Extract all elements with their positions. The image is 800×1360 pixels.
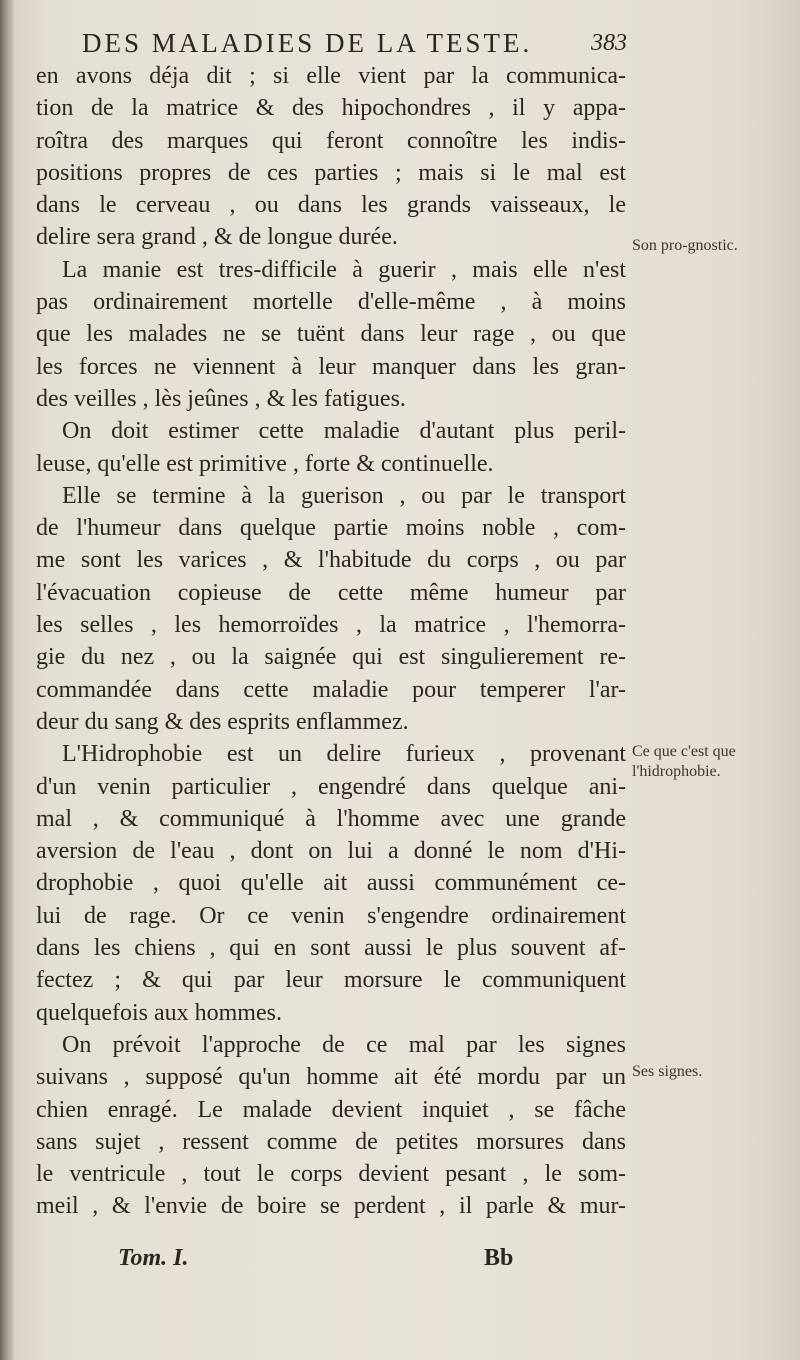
text-line: l'évacuation copieuse de cette même humeur par [36, 579, 626, 606]
text-line: roîtra des marques qui feront connoître les indis- [36, 127, 626, 154]
text-line: delire sera grand , & de longue durée. [36, 224, 398, 251]
margin-note-hydrophobia: Ce que c'est que l'hidrophobie. [632, 743, 736, 780]
text-line: meil , & l'envie de boire se perdent , il parle & mur- [36, 1193, 626, 1220]
text-line: gie du nez , ou la saignée qui est singulierement re- [36, 644, 626, 671]
text-line: que les malades ne se tuënt dans leur rage , ou que [36, 321, 626, 348]
text-line: deur du sang & des esprits enflammez. [36, 708, 409, 735]
text-line: les selles , les hemorroïdes , la matrice , l'hemorra- [36, 612, 626, 639]
page-number: 383 [591, 30, 627, 56]
text-line: On doit estimer cette maladie d'autant plus peril- [62, 418, 626, 445]
text-line: Elle se termine à la guerison , ou par le transport [62, 482, 626, 509]
text-line: La manie est tres-difficile à guerir , mais elle n'est [62, 256, 626, 283]
text-line: de l'humeur dans quelque partie moins noble , com- [36, 515, 626, 542]
text-line: lui de rage. Or ce venin s'engendre ordinairement [36, 902, 626, 929]
text-line: tion de la matrice & des hipochondres , il y appa- [36, 95, 626, 122]
running-head: DES MALADIES DE LA TESTE. [82, 28, 533, 58]
text-line: dans les chiens , qui en sont aussi le plus souvent af- [36, 935, 626, 962]
text-line: dans le cerveau , ou dans les grands vaisseaux, le [36, 192, 626, 219]
text-line: On prévoit l'approche de ce mal par les signes [62, 1031, 626, 1058]
text-line: des veilles , lès jeûnes , & les fatigues. [36, 385, 406, 412]
text-line: mal , & communiqué à l'homme avec une grande [36, 805, 626, 832]
text-line: drophobie , quoi qu'elle ait aussi communément ce- [36, 870, 626, 897]
text-line: sans sujet , ressent comme de petites morsures dans [36, 1128, 626, 1155]
text-line: me sont les varices , & l'habitude du corps , ou par [36, 547, 626, 574]
text-line: suivans , supposé qu'un homme ait été mordu par un [36, 1064, 626, 1091]
text-line: d'un venin particulier , engendré dans quelque ani- [36, 773, 626, 800]
text-line: quelquefois aux hommes. [36, 999, 282, 1026]
text-line: pas ordinairement mortelle d'elle-même , à moins [36, 289, 626, 316]
page-gutter-shadow [0, 0, 14, 1360]
text-line: fectez ; & qui par leur morsure le communiquent [36, 967, 626, 994]
text-line: leuse, qu'elle est primitive , forte & continuelle. [36, 450, 494, 477]
page-header [82, 22, 627, 62]
volume-signature: Tom. I. [118, 1245, 189, 1271]
page-footer [36, 1245, 626, 1279]
text-line: les forces ne viennent à leur manquer dans les gran- [36, 353, 626, 380]
margin-note-signs: Ses signes. [632, 1063, 703, 1080]
text-line: en avons déja dit ; si elle vient par la communica- [36, 63, 626, 89]
text-line: commandée dans cette maladie pour temperer l'ar- [36, 676, 626, 703]
text-line: chien enragé. Le malade devient inquiet , se fâche [36, 1096, 626, 1123]
text-line: L'Hidrophobie est un delire furieux , provenant [62, 741, 626, 768]
margin-note-prognostic: Son pro-gnostic. [632, 237, 738, 254]
text-line: positions propres de ces parties ; mais si le mal est [36, 159, 626, 186]
text-line: aversion de l'eau , dont on lui a donné le nom d'Hi- [36, 838, 626, 865]
text-line: le ventricule , tout le corps devient pesant , le som- [36, 1161, 626, 1188]
body-text [36, 60, 626, 1223]
gathering-signature: Bb [484, 1245, 514, 1271]
